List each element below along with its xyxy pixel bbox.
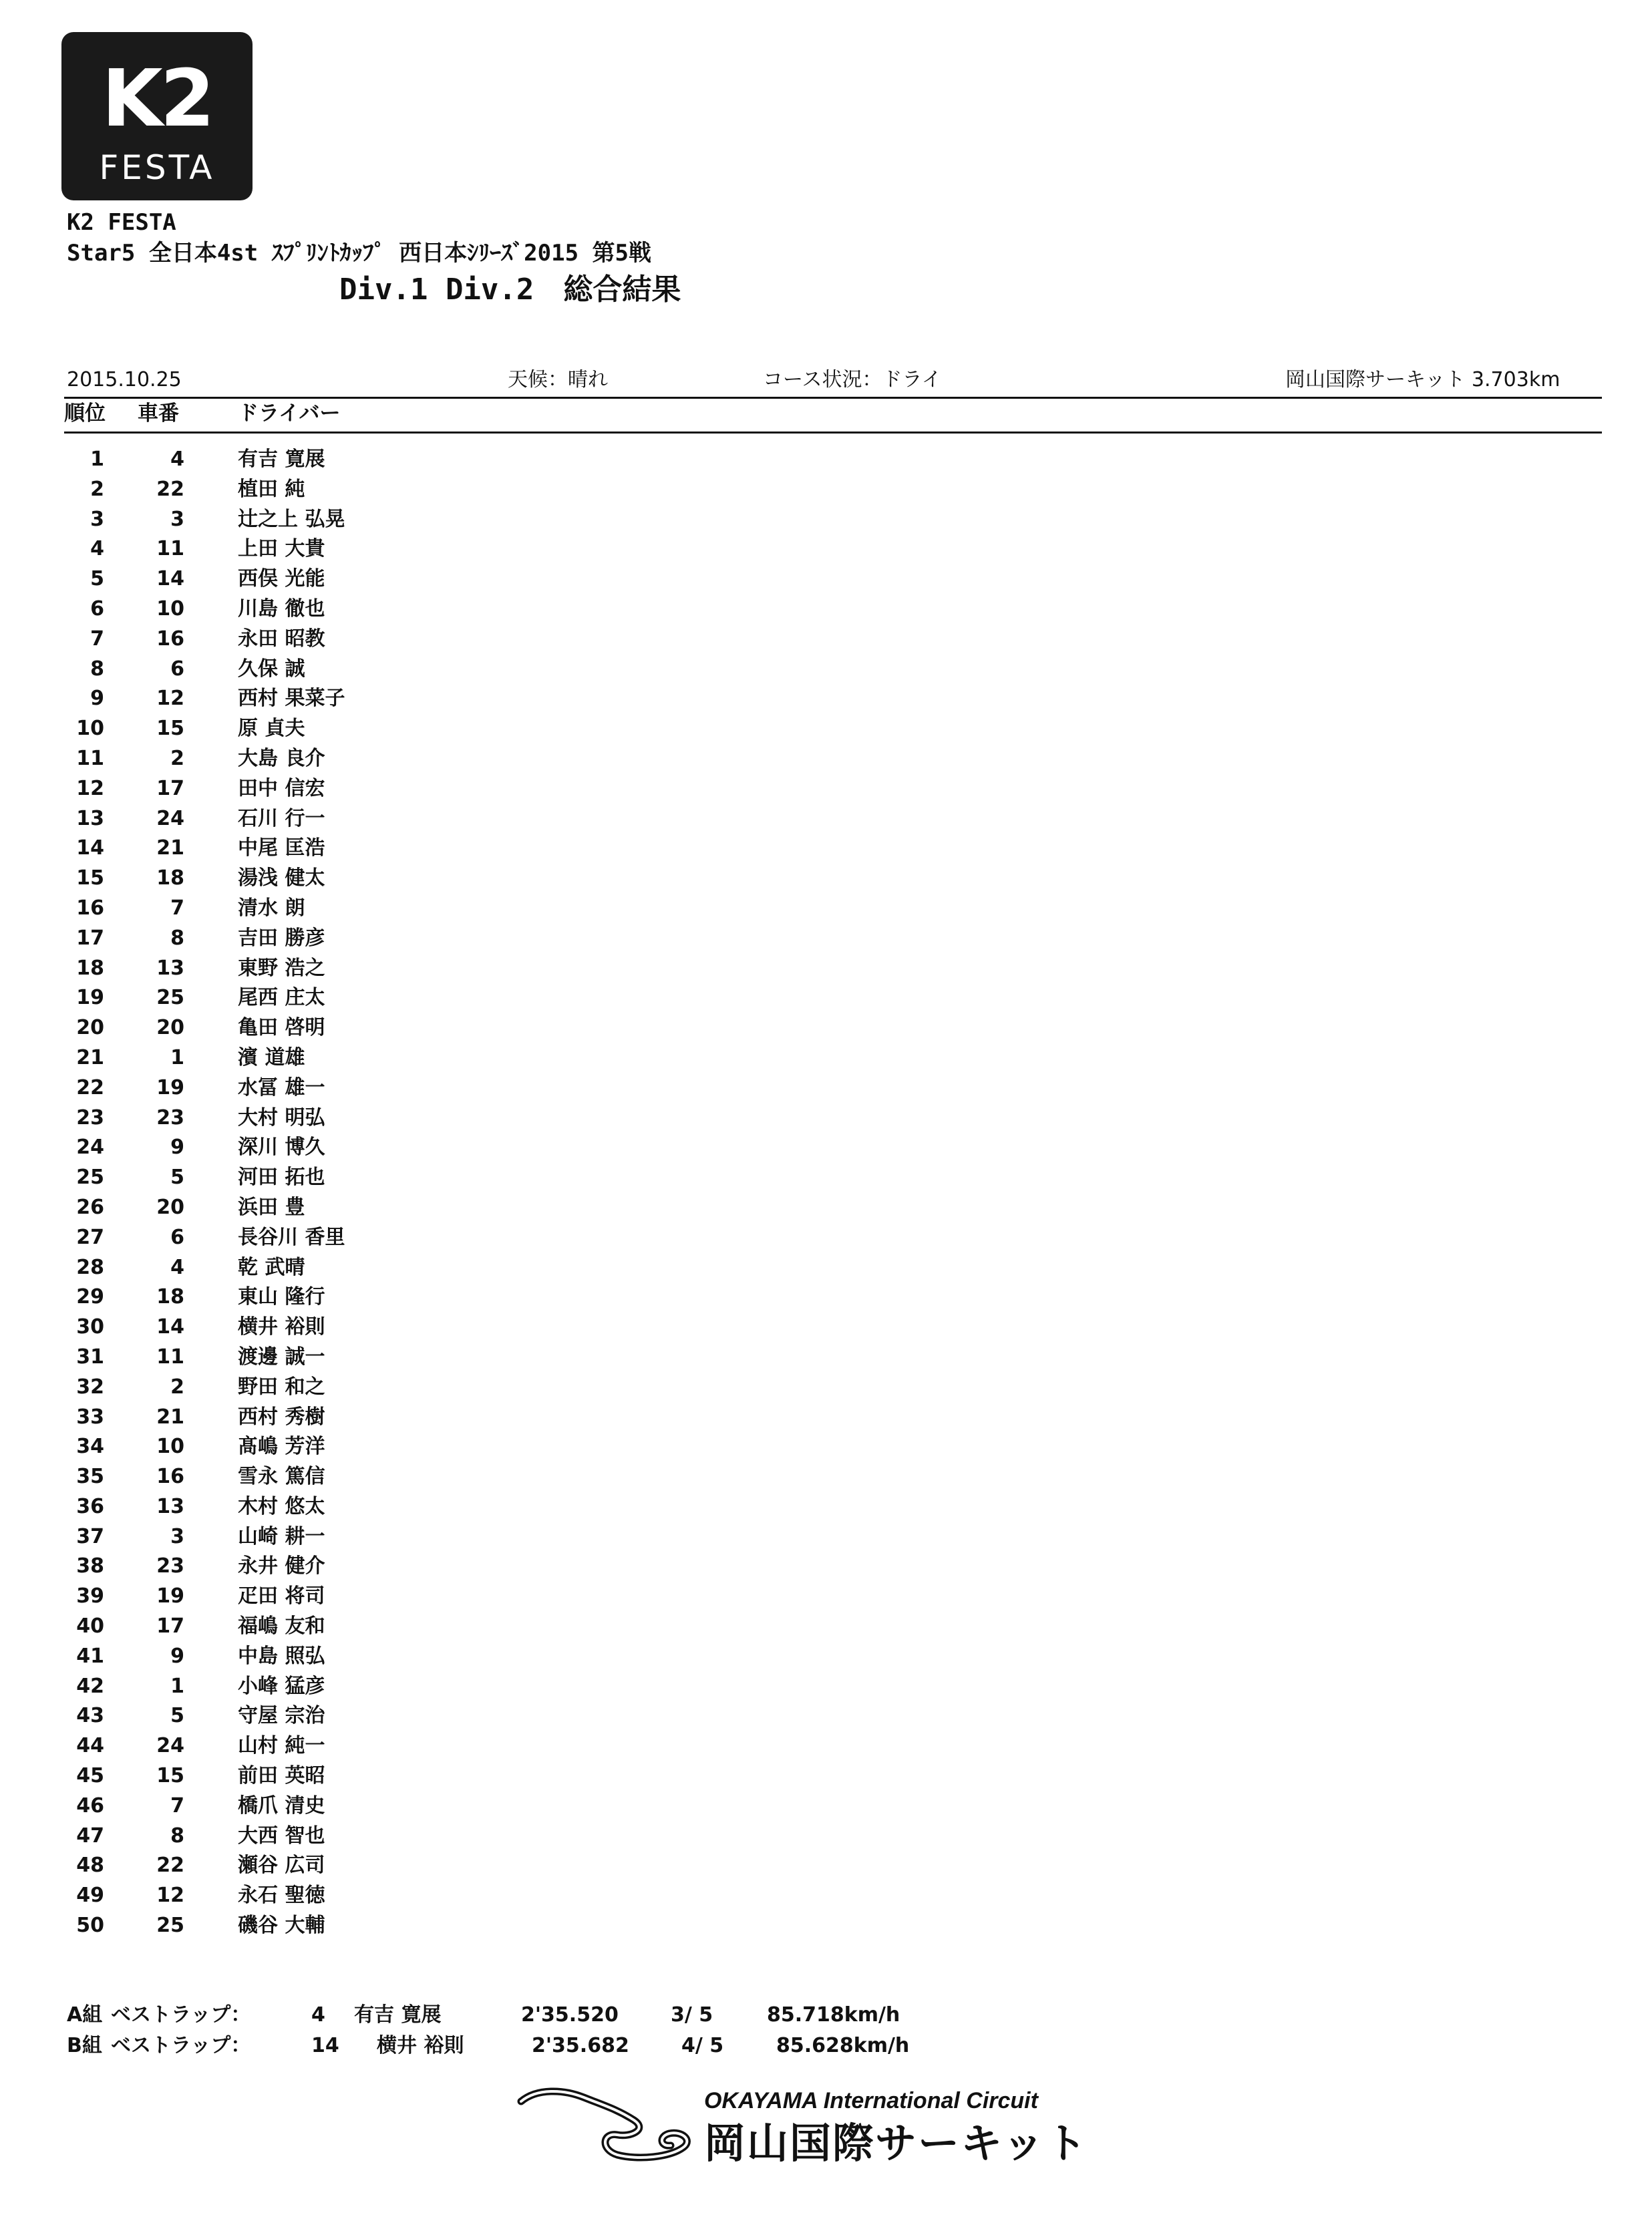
result-position: 43 — [76, 1704, 104, 1728]
result-car-number: 25 — [156, 1914, 184, 1938]
result-position: 25 — [76, 1166, 104, 1190]
result-driver-name: 大村 明弘 — [238, 1105, 325, 1130]
result-row — [0, 1881, 1652, 1911]
result-row — [0, 804, 1652, 834]
result-row — [0, 1373, 1652, 1403]
result-row — [0, 1851, 1652, 1881]
result-position: 42 — [76, 1674, 104, 1698]
result-car-number: 22 — [156, 477, 184, 501]
result-position: 33 — [76, 1405, 104, 1429]
result-position: 4 — [90, 537, 104, 561]
result-position: 50 — [76, 1914, 104, 1938]
result-row — [0, 1313, 1652, 1343]
result-position: 28 — [76, 1255, 104, 1279]
result-driver-name: 雪永 篤信 — [238, 1465, 325, 1489]
result-car-number: 4 — [170, 1255, 184, 1279]
logo-text-k2: K2 — [102, 52, 212, 144]
result-car-number: 2 — [170, 1375, 184, 1399]
result-driver-name: 浜田 豊 — [238, 1195, 305, 1219]
result-position: 37 — [76, 1524, 104, 1548]
best-lap-b-label: ベストラップ： — [111, 2034, 251, 2057]
event-title: Star5 全日本4st ｽﾌﾟﾘﾝﾄｶｯﾌﾟ 西日本ｼﾘｰｽﾞ2015 第5戦 — [67, 240, 651, 267]
result-car-number: 14 — [156, 1315, 184, 1339]
result-position: 34 — [76, 1435, 104, 1459]
column-header-car-no: 車番 — [138, 401, 179, 425]
result-row — [0, 684, 1652, 714]
result-position: 8 — [90, 657, 104, 681]
k2-festa-logo — [61, 32, 253, 200]
result-car-number: 13 — [156, 1494, 184, 1518]
result-driver-name: 濱 道雄 — [238, 1045, 305, 1069]
result-position: 20 — [76, 1016, 104, 1040]
result-row — [0, 774, 1652, 804]
best-lap-b-driver: 横井 裕則 — [377, 2034, 464, 2057]
circuit-track-icon — [517, 2083, 697, 2163]
result-row — [0, 1432, 1652, 1462]
result-position: 47 — [76, 1824, 104, 1848]
result-row — [0, 1672, 1652, 1702]
result-row — [0, 894, 1652, 924]
result-car-number: 19 — [156, 1584, 184, 1608]
result-driver-name: 西村 秀樹 — [238, 1405, 325, 1429]
result-car-number: 7 — [170, 1793, 184, 1818]
best-lap-a-car: 4 — [311, 2003, 325, 2027]
result-driver-name: 瀬谷 広司 — [238, 1854, 325, 1878]
result-position: 44 — [76, 1734, 104, 1758]
result-position: 24 — [76, 1136, 104, 1160]
header-rule-top — [64, 397, 1602, 399]
best-lap-a-lap: 3/ 5 — [671, 2003, 713, 2027]
result-car-number: 17 — [156, 1614, 184, 1639]
result-driver-name: 大島 良介 — [238, 746, 325, 770]
result-car-number: 20 — [156, 1016, 184, 1040]
result-car-number: 11 — [156, 537, 184, 561]
result-driver-name: 深川 博久 — [238, 1136, 325, 1160]
result-row — [0, 445, 1652, 475]
result-car-number: 18 — [156, 866, 184, 890]
race-date: 2015.10.25 — [67, 368, 182, 391]
result-row — [0, 1253, 1652, 1283]
result-car-number: 25 — [156, 986, 184, 1010]
result-position: 16 — [76, 896, 104, 920]
result-car-number: 2 — [170, 746, 184, 770]
result-position: 38 — [76, 1554, 104, 1578]
result-driver-name: 前田 英昭 — [238, 1764, 325, 1788]
result-driver-name: 木村 悠太 — [238, 1494, 325, 1518]
result-car-number: 5 — [170, 1704, 184, 1728]
result-driver-name: 吉田 勝彦 — [238, 926, 325, 950]
result-driver-name: 東野 浩之 — [238, 956, 325, 980]
result-driver-name: 磯谷 大輔 — [238, 1914, 325, 1938]
results-table — [0, 445, 1652, 1941]
result-row — [0, 655, 1652, 685]
result-position: 17 — [76, 926, 104, 950]
result-driver-name: 中島 照弘 — [238, 1644, 325, 1668]
result-row — [0, 1403, 1652, 1433]
result-driver-name: 尾西 庄太 — [238, 986, 325, 1010]
result-car-number: 5 — [170, 1166, 184, 1190]
best-lap-a-speed: 85.718km/h — [767, 2003, 900, 2027]
result-position: 26 — [76, 1195, 104, 1219]
result-car-number: 23 — [156, 1554, 184, 1578]
result-car-number: 8 — [170, 926, 184, 950]
result-position: 2 — [90, 477, 104, 501]
result-position: 48 — [76, 1854, 104, 1878]
result-driver-name: 西村 果菜子 — [238, 687, 345, 711]
result-row — [0, 983, 1652, 1013]
result-driver-name: 野田 和之 — [238, 1375, 325, 1399]
result-position: 14 — [76, 836, 104, 860]
course-condition: コース状況：ドライ — [763, 368, 942, 391]
result-row — [0, 594, 1652, 625]
best-lap-b-speed: 85.628km/h — [776, 2034, 910, 2057]
result-driver-name: 亀田 啓明 — [238, 1016, 325, 1040]
best-lap-a-group: A組 — [67, 2003, 103, 2027]
result-row — [0, 1582, 1652, 1612]
result-car-number: 13 — [156, 956, 184, 980]
result-driver-name: 永石 聖徳 — [238, 1884, 325, 1908]
result-row — [0, 1013, 1652, 1043]
result-driver-name: 辻之上 弘晃 — [238, 507, 345, 531]
header-rule-bottom — [64, 432, 1602, 434]
best-lap-b-lap: 4/ 5 — [681, 2034, 724, 2057]
result-driver-name: 山崎 耕一 — [238, 1524, 325, 1548]
result-position: 45 — [76, 1764, 104, 1788]
column-header-position: 順位 — [64, 401, 106, 425]
result-position: 15 — [76, 866, 104, 890]
result-car-number: 24 — [156, 1734, 184, 1758]
result-car-number: 7 — [170, 896, 184, 920]
result-driver-name: 川島 徹也 — [238, 596, 325, 621]
result-car-number: 8 — [170, 1824, 184, 1848]
result-car-number: 3 — [170, 1524, 184, 1548]
result-position: 41 — [76, 1644, 104, 1668]
result-position: 40 — [76, 1614, 104, 1639]
result-driver-name: 上田 大貴 — [238, 537, 325, 561]
result-position: 23 — [76, 1105, 104, 1130]
result-position: 11 — [76, 746, 104, 770]
result-row — [0, 1522, 1652, 1552]
result-row — [0, 534, 1652, 564]
result-driver-name: 福嶋 友和 — [238, 1614, 325, 1639]
result-car-number: 15 — [156, 1764, 184, 1788]
result-car-number: 1 — [170, 1674, 184, 1698]
result-driver-name: 渡邊 誠一 — [238, 1345, 325, 1369]
result-row — [0, 1163, 1652, 1193]
weather: 天候：晴れ — [508, 368, 608, 391]
result-driver-name: 東山 隆行 — [238, 1285, 325, 1309]
result-driver-name: 山村 純一 — [238, 1734, 325, 1758]
result-row — [0, 564, 1652, 594]
result-position: 12 — [76, 776, 104, 800]
result-row — [0, 1701, 1652, 1731]
result-driver-name: 守屋 宗治 — [238, 1704, 325, 1728]
result-driver-name: 永井 健介 — [238, 1554, 325, 1578]
result-car-number: 20 — [156, 1195, 184, 1219]
result-position: 13 — [76, 806, 104, 830]
result-position: 46 — [76, 1793, 104, 1818]
result-position: 18 — [76, 956, 104, 980]
result-row — [0, 1612, 1652, 1642]
result-car-number: 9 — [170, 1644, 184, 1668]
result-row — [0, 1043, 1652, 1073]
result-car-number: 15 — [156, 717, 184, 741]
result-position: 29 — [76, 1285, 104, 1309]
result-driver-name: 原 貞夫 — [238, 717, 305, 741]
result-row — [0, 1462, 1652, 1492]
result-driver-name: 乾 武晴 — [238, 1255, 305, 1279]
result-row — [0, 1223, 1652, 1253]
result-car-number: 22 — [156, 1854, 184, 1878]
logo-text-festa: FESTA — [99, 148, 215, 187]
result-car-number: 3 — [170, 507, 184, 531]
result-position: 7 — [90, 627, 104, 651]
result-driver-name: 横井 裕則 — [238, 1315, 325, 1339]
result-position: 31 — [76, 1345, 104, 1369]
result-position: 1 — [90, 448, 104, 471]
result-car-number: 16 — [156, 1465, 184, 1489]
result-row — [0, 1761, 1652, 1791]
result-car-number: 9 — [170, 1136, 184, 1160]
result-driver-name: 水冨 雄一 — [238, 1075, 325, 1099]
result-position: 39 — [76, 1584, 104, 1608]
result-car-number: 12 — [156, 1884, 184, 1908]
result-position: 3 — [90, 507, 104, 531]
result-row — [0, 1731, 1652, 1761]
result-row — [0, 505, 1652, 535]
result-position: 22 — [76, 1075, 104, 1099]
best-lap-a-time: 2'35.520 — [521, 2003, 619, 2027]
best-lap-b-group: B組 — [67, 2034, 102, 2057]
result-position: 19 — [76, 986, 104, 1010]
result-driver-name: 橋爪 清史 — [238, 1793, 325, 1818]
result-row — [0, 1552, 1652, 1582]
result-driver-name: 河田 拓也 — [238, 1166, 325, 1190]
best-lap-b-car: 14 — [311, 2034, 339, 2057]
result-row — [0, 1911, 1652, 1941]
result-car-number: 23 — [156, 1105, 184, 1130]
result-car-number: 17 — [156, 776, 184, 800]
result-row — [0, 924, 1652, 954]
event-organizer: K2 FESTA — [67, 209, 176, 236]
result-car-number: 10 — [156, 596, 184, 621]
result-driver-name: 髙嶋 芳洋 — [238, 1435, 325, 1459]
result-driver-name: 田中 信宏 — [238, 776, 325, 800]
result-driver-name: 疋田 将司 — [238, 1584, 325, 1608]
result-position: 21 — [76, 1045, 104, 1069]
best-lap-a-label: ベストラップ： — [111, 2003, 251, 2027]
venue: 岡山国際サーキット 3.703km — [1285, 368, 1560, 391]
result-driver-name: 湯浅 健太 — [238, 866, 325, 890]
result-row — [0, 1343, 1652, 1373]
result-position: 35 — [76, 1465, 104, 1489]
result-position: 9 — [90, 687, 104, 711]
result-car-number: 21 — [156, 1405, 184, 1429]
result-driver-name: 石川 行一 — [238, 806, 325, 830]
result-position: 10 — [76, 717, 104, 741]
result-position: 49 — [76, 1884, 104, 1908]
result-driver-name: 永田 昭教 — [238, 627, 325, 651]
result-position: 30 — [76, 1315, 104, 1339]
result-row — [0, 625, 1652, 655]
result-driver-name: 有吉 寛展 — [238, 448, 325, 471]
result-row — [0, 1193, 1652, 1223]
result-position: 5 — [90, 567, 104, 591]
result-car-number: 19 — [156, 1075, 184, 1099]
result-row — [0, 1791, 1652, 1822]
result-row — [0, 864, 1652, 894]
circuit-name-japanese: 岡山国際サーキット — [704, 2119, 1088, 2168]
results-title: Div.1 Div.2 総合結果 — [339, 273, 681, 307]
result-row — [0, 744, 1652, 774]
result-row — [0, 1073, 1652, 1103]
result-position: 6 — [90, 596, 104, 621]
result-row — [0, 1103, 1652, 1134]
result-row — [0, 954, 1652, 984]
result-position: 27 — [76, 1225, 104, 1249]
result-driver-name: 中尾 匡浩 — [238, 836, 325, 860]
result-car-number: 21 — [156, 836, 184, 860]
result-driver-name: 長谷川 香里 — [238, 1225, 345, 1249]
result-car-number: 4 — [170, 448, 184, 471]
result-row — [0, 1822, 1652, 1852]
result-car-number: 16 — [156, 627, 184, 651]
result-car-number: 6 — [170, 657, 184, 681]
best-lap-a-driver: 有吉 寛展 — [354, 2003, 442, 2027]
result-car-number: 1 — [170, 1045, 184, 1069]
result-row — [0, 1492, 1652, 1522]
result-driver-name: 大西 智也 — [238, 1824, 325, 1848]
result-driver-name: 植田 純 — [238, 477, 305, 501]
result-position: 32 — [76, 1375, 104, 1399]
result-row — [0, 1642, 1652, 1672]
result-row — [0, 1282, 1652, 1313]
result-driver-name: 久保 誠 — [238, 657, 305, 681]
result-driver-name: 小峰 猛彦 — [238, 1674, 325, 1698]
result-car-number: 11 — [156, 1345, 184, 1369]
result-row — [0, 1133, 1652, 1163]
result-row — [0, 834, 1652, 864]
result-row — [0, 475, 1652, 505]
circuit-name-english: OKAYAMA International Circuit — [704, 2088, 1038, 2113]
result-driver-name: 西俣 光能 — [238, 567, 325, 591]
result-car-number: 12 — [156, 687, 184, 711]
result-car-number: 24 — [156, 806, 184, 830]
result-car-number: 18 — [156, 1285, 184, 1309]
result-car-number: 10 — [156, 1435, 184, 1459]
best-lap-b-time: 2'35.682 — [532, 2034, 629, 2057]
result-car-number: 14 — [156, 567, 184, 591]
result-position: 36 — [76, 1494, 104, 1518]
result-car-number: 6 — [170, 1225, 184, 1249]
column-header-driver: ドライバー — [238, 401, 341, 425]
result-driver-name: 清水 朗 — [238, 896, 305, 920]
result-row — [0, 714, 1652, 744]
